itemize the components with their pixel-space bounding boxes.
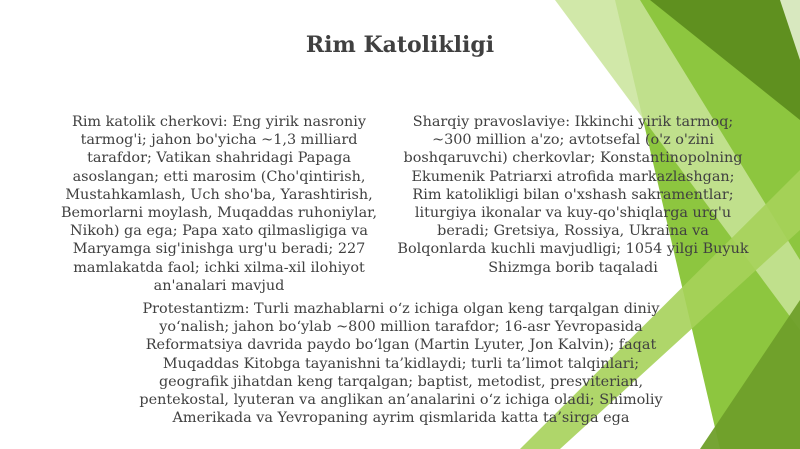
slide-title: Rim Katolikligi — [305, 32, 495, 58]
eastern-orthodox-text: Sharqiy pravoslaviye: Ikkinchi yirik tarmoq; ~300 million a'zo; avtotsefal (o'z o'zini boshqaruvchi) cherkovlar; Konstantinopolning Ekumenik Patriarxi atrofida markazlashgan; Rim katolikligi bilan o'xshash sakramentlar; liturgiya ikonalar va kuy-qo'shiqlarga urg'u beradi; Gretsiya, Rossiya, Ukraina va Bolqonlarda kuchli mavjudligi; 1054 yilgi Buyuk Shizmga borib taqaladi — [397, 114, 749, 276]
protestantism-text: Protestantizm: Turli mazhablarni o‘z ichiga olgan keng tarqalgan diniy yo‘nalish; jahon bo‘ylab ~800 million tarafdor; 16-asr Yevropasida Reformatsiya davrida paydo bo‘lgan (Martin Lyuter, Jon Kalvin); faqat Muqaddas Kitobga tayanishni ta’kidlaydi; turli ta’limot talqinlari; geografik jihatdan keng tarqalgan; baptist, metodist, presviterian, pentekostal, lyuteran va anglikan an’analarini o‘z ichiga oladi; Shimoliy Amerikada va Yevropaning ayrim qismlarida katta ta’sirga ega — [139, 301, 663, 427]
roman-catholic-text: Rim katolik cherkovi: Eng yirik nasroniy tarmog'i; jahon bo'yicha ~1,3 milliard tarafdor; Vatikan shahridagi Papaga asoslangan; etti marosim (Cho'qintirish, Mustahkamlash, Uch sho'ba, Yarashtirish, Bemorlarni moylash, Muqaddas ruhoniylar, Nikoh) ga ega; Papa xato qilmasligiga va Maryamga sig'inishga urg'u beradi; 227 mamlakatda faol; ichki xilma-xil ilohiyot an'analari mavjud — [60, 114, 378, 294]
